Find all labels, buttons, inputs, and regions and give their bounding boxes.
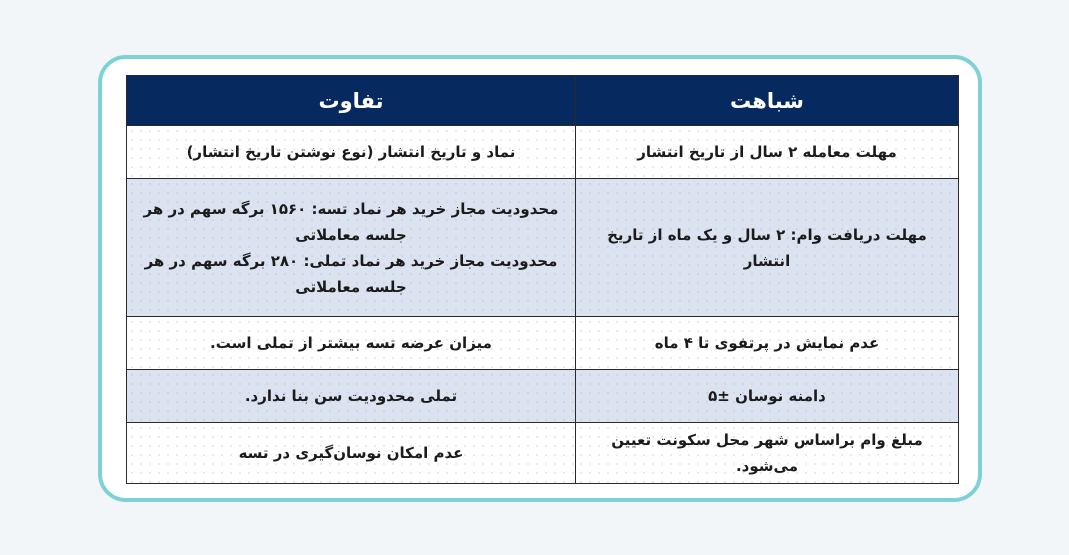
table-row	[127, 179, 959, 317]
similarity-cell: مهلت معامله ۲ سال از تاریخ انتشار	[576, 126, 959, 179]
difference-line: عدم امکان نوسان‌گیری در تسه	[238, 444, 464, 462]
difference-cell	[127, 126, 576, 179]
difference-line: جلسه معاملاتی	[295, 277, 407, 296]
comparison-table	[126, 75, 959, 484]
similarity-cell: عدم نمایش در پرتفوی تا ۴ ماه	[576, 317, 959, 370]
table-header-row	[127, 76, 959, 126]
difference-line: نماد و تاریخ انتشار (نوع نوشتن تاریخ انتشار)	[186, 143, 516, 161]
comparison-card	[98, 55, 982, 502]
difference-cell	[127, 423, 576, 484]
difference-line: میزان عرضه تسه بیشتر از تملی است.	[210, 334, 492, 352]
table-row	[127, 126, 959, 179]
table-row	[127, 317, 959, 370]
similarity-cell: مهلت دریافت وام: ۲ سال و یک ماه از تاریخ انتشار	[576, 179, 959, 317]
difference-cell	[127, 370, 576, 423]
similarity-cell: مبلغ وام براساس شهر محل سکونت تعیین می‌شود.	[576, 423, 959, 484]
difference-line: محدودیت مجاز خرید هر نماد تملی: ۲۸۰ برگه سهم در هر	[144, 251, 558, 270]
difference-line: جلسه معاملاتی	[295, 225, 407, 244]
difference-cell	[127, 179, 576, 317]
header-similarity: شباهت	[576, 76, 959, 126]
header-difference: تفاوت	[127, 76, 576, 126]
difference-cell	[127, 317, 576, 370]
difference-line: محدودیت مجاز خرید هر نماد تسه: ۱۵۶۰ برگه سهم در هر	[143, 199, 559, 218]
difference-line: تملی محدودیت سن بنا ندارد.	[244, 387, 458, 405]
similarity-cell: دامنه نوسان ±۵	[576, 370, 959, 423]
table-row	[127, 370, 959, 423]
table-row	[127, 423, 959, 484]
